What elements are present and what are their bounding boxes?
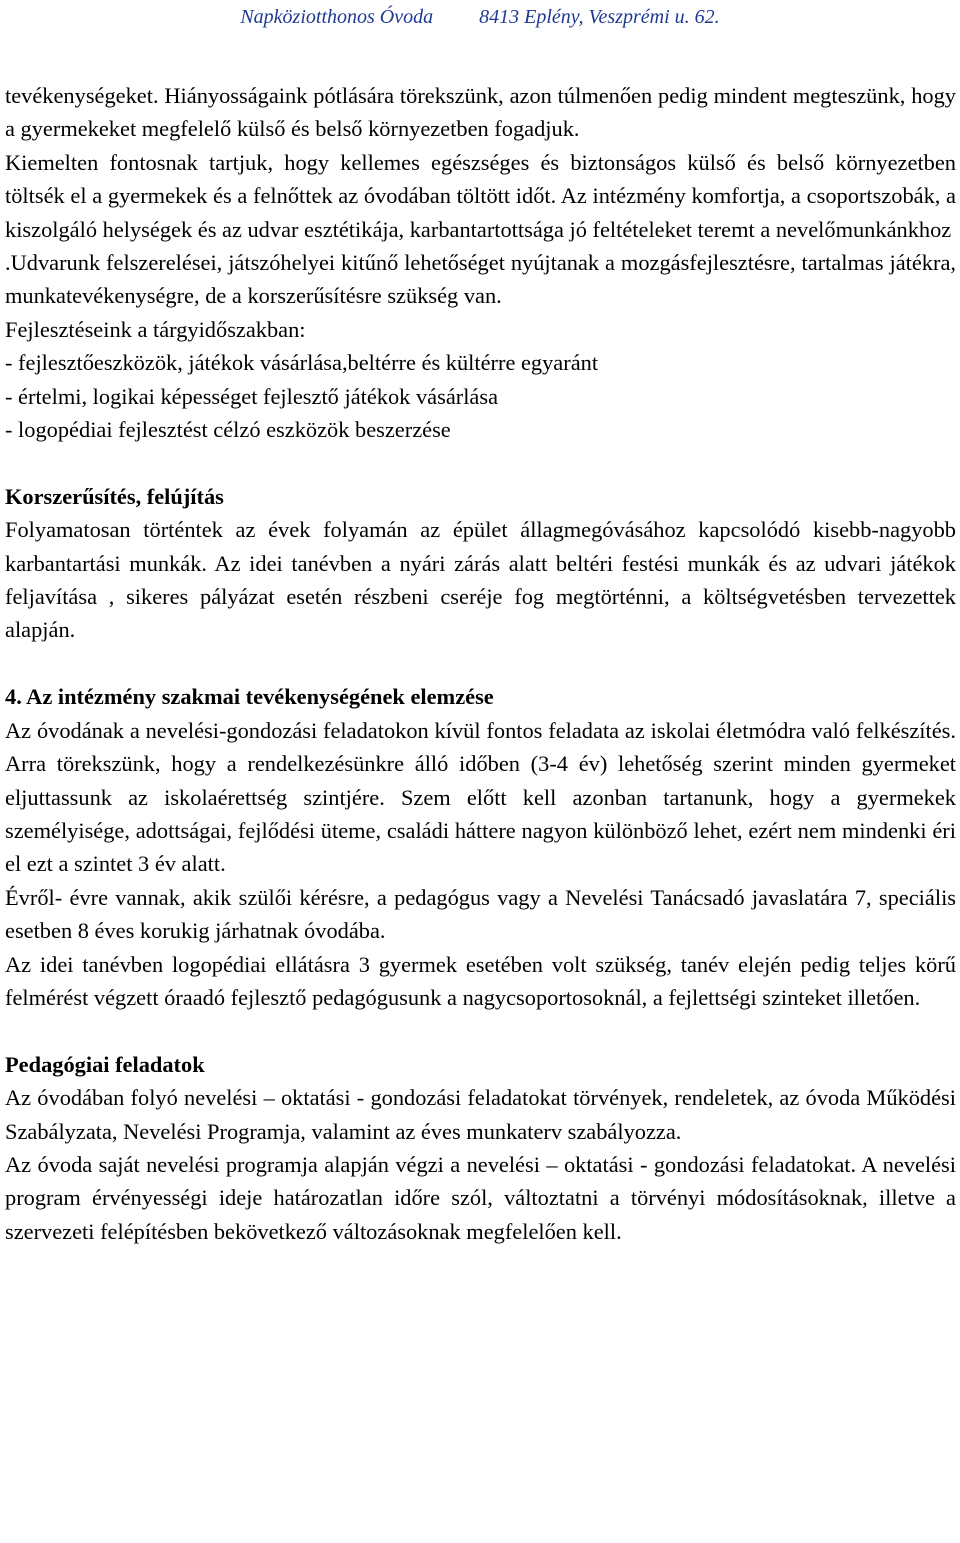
section-title-pedagogical-tasks: Pedagógiai feladatok <box>5 1051 205 1077</box>
spacer <box>5 1014 956 1047</box>
spacer <box>5 446 956 479</box>
developments-title: Fejlesztéseink a tárgyidőszakban: <box>5 316 306 342</box>
document-body <box>5 79 956 1248</box>
development-item-1: - fejlesztőeszközök, játékok vásárlása,beltérre és kültérre egyaránt <box>5 350 599 376</box>
paragraph-modernization: Folyamatosan történtek az évek folyamán az épület állagmegóvásához kapcsolódó kisebb-nagyobb karbantartási munkák. Az idei tanévben a nyári zárás alatt beltéri festési munkák és az udvari játékok feljavítása , sikeres pályázat esetén részbeni cseréje fog megtörténni, a költségvetésben tervezettek alapján. <box>5 517 956 643</box>
paragraph-environment: Kiemelten fontosnak tartjuk, hogy kellemes egészséges és biztonságos külső és belső környezetben töltsék el a gyermekek és a felnőttek az óvodában töltött időt. Az intézmény komfortja, a csoportszobák, a kiszolgáló helységek és az udvar esztétikája, karbantartottsága jó feltételeket teremt a nevelőmunkánkhoz <box>5 149 956 242</box>
section-title-professional-activity: 4. Az intézmény szakmai tevékenységének elemzése <box>5 684 494 710</box>
header-institution: Napköziotthonos Óvoda <box>240 6 434 28</box>
paragraph-school-readiness: Az óvodának a nevelési-gondozási feladatokon kívül fontos feladata az iskolai életmódra való felkészítés. Arra törekszünk, hogy a rendelkezésünkre álló időben (3-4 év) lehetőség szerint minden gyermeket eljuttassunk az iskolaérettség szintjére. Szem előtt kell azonban tartanunk, hogy a gyermekek személyisége, adottságai, fejlődési üteme, családi háttere nagyon különböző lehet, ezért nem mindenki éri el ezt a szintet 3 év alatt. <box>5 717 956 877</box>
section-title-modernization: Korszerűsítés, felújítás <box>5 483 224 509</box>
paragraph-intro: tevékenységeket. Hiányosságaink pótlására törekszünk, azon túlmenően pedig mindent megteszünk, hogy a gyermekeket megfelelő külső és belső környezetben fogadjuk. <box>5 83 956 142</box>
spacer <box>5 647 956 680</box>
paragraph-yearly-cases: Évről- évre vannak, akik szülői kérésre, a pedagógus vagy a Nevelési Tanácsadó javaslatára 7, speciális esetben 8 éves korukig járhatnak óvodába. <box>5 884 956 944</box>
paragraph-program: Az óvoda saját nevelési programja alapján végzi a nevelési – oktatási - gondozási feladatokat. A nevelési program érvényességi ideje határozatlan időre szól, változtatni a törvényi módosításoknak, illetve a szervezeti felépítésben bekövetkező változásoknak megfelelően kell. <box>5 1151 956 1244</box>
header-address: 8413 Eplény, Veszprémi u. 62. <box>479 6 720 28</box>
paragraph-regulations: Az óvodában folyó nevelési – oktatási - gondozási feladatokat törvények, rendeletek, az óvoda Működési Szabályzata, Nevelési Programja, valamint az éves munkaterv szabályozza. <box>5 1085 956 1144</box>
development-item-3: - logopédiai fejlesztést célzó eszközök beszerzése <box>5 417 451 443</box>
paragraph-yard: .Udvarunk felszerelései, játszóhelyei kitűnő lehetőséget nyújtanak a mozgásfejlesztésre, tartalmas játékra, munkatevékenységre, de a korszerűsítésre szükség van. <box>5 250 956 309</box>
paragraph-speech-therapy: Az idei tanévben logopédiai ellátásra 3 gyermek esetében volt szükség, tanév elején pedig teljes körű felmérést végzett óraadó fejlesztő pedagógusunk a nagycsoportosoknál, a fejlettségi szinteket illetően. <box>5 951 956 1010</box>
page-header <box>0 4 960 30</box>
development-item-2: - értelmi, logikai képességet fejlesztő játékok vásárlása <box>5 383 499 409</box>
